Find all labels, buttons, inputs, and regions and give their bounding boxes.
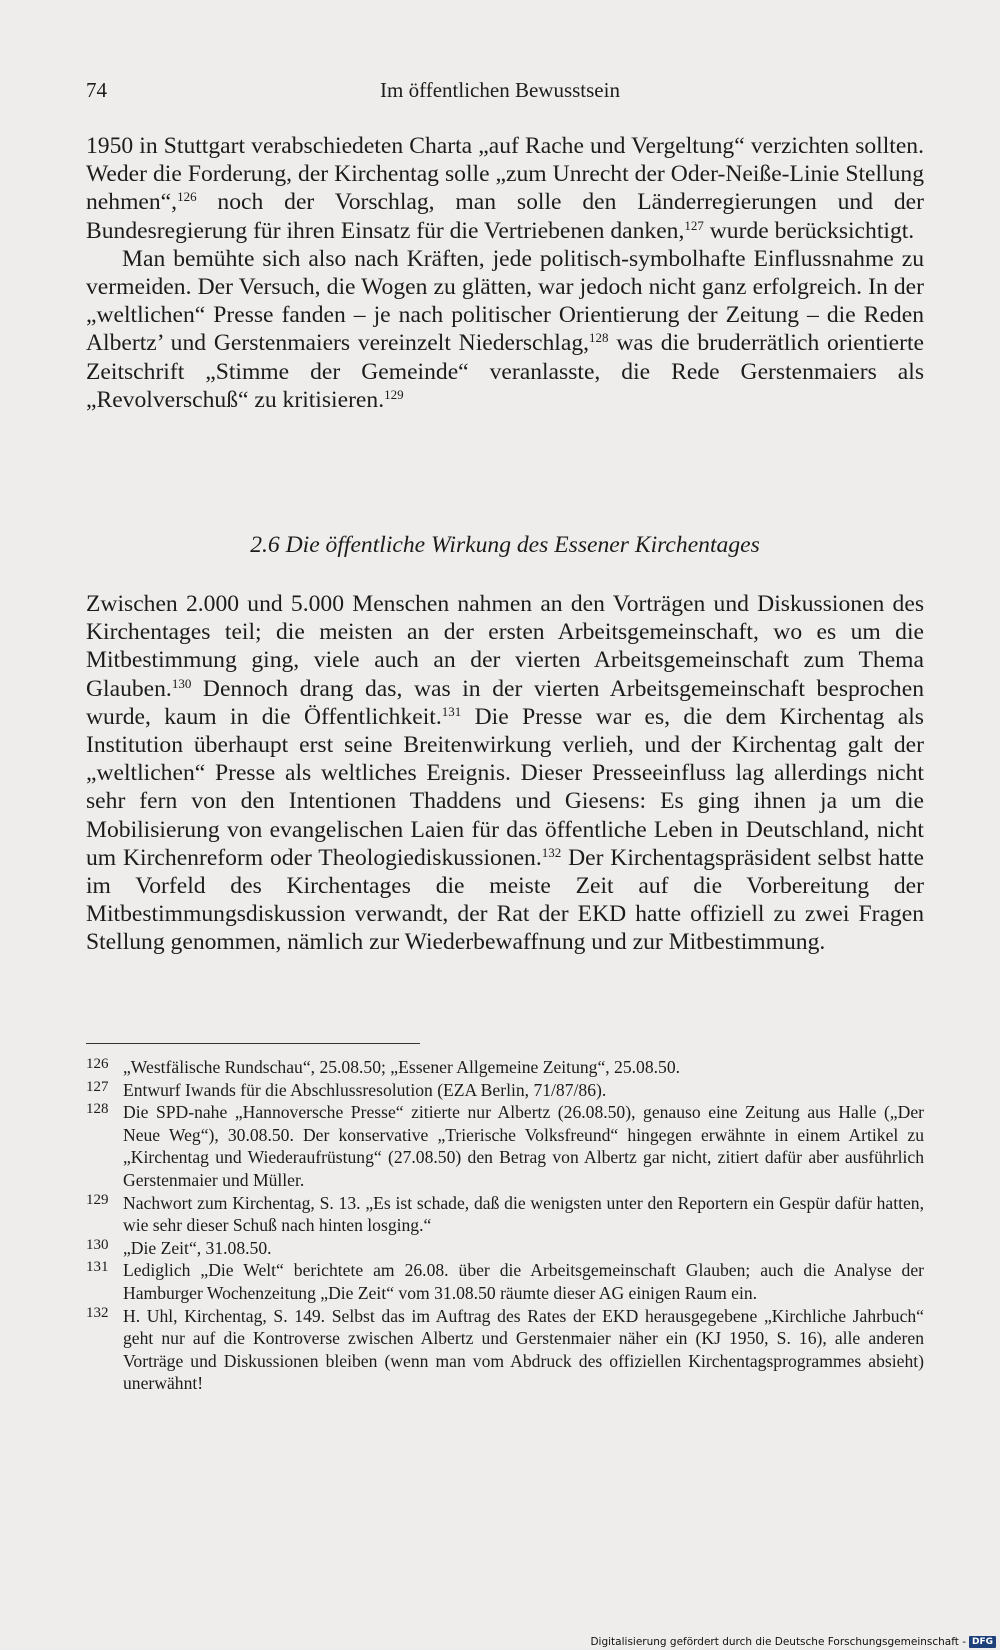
footnote-ref-127: 127 xyxy=(684,217,704,233)
footnote xyxy=(86,1237,924,1260)
footnote-divider xyxy=(86,1043,420,1044)
footnote-ref-132: 132 xyxy=(541,844,562,860)
footnote-number: 129 xyxy=(86,1191,109,1208)
footnote xyxy=(86,1192,924,1237)
digitization-credit xyxy=(590,1636,996,1648)
footnote xyxy=(86,1305,924,1395)
dfg-logo-icon: DFG xyxy=(969,1636,996,1648)
body-text-top xyxy=(86,132,924,414)
footnote-text: Lediglich „Die Welt“ berichtete am 26.08. über die Arbeitsgemeinschaft Glauben; auch die Analyse der Hamburger Wochenzeitung „Die Zeit“ vom 31.08.50 räumte dieser AG einigen Raum ein. xyxy=(123,1260,924,1303)
footnote-text: Nachwort zum Kirchentag, S. 13. „Es ist schade, daß die wenigsten unter den Reportern ein Gespür dafür hatten, wie sehr dieser Schuß nach hinten losging.“ xyxy=(123,1192,924,1236)
body-text-main xyxy=(86,590,924,957)
footnote-ref-131: 131 xyxy=(441,703,462,719)
footnote xyxy=(86,1101,924,1191)
footnote-number: 130 xyxy=(86,1236,109,1253)
footnote-number: 131 xyxy=(86,1259,109,1276)
footnote-text: Entwurf Iwands für die Abschlussresolution (EZA Berlin, 71/87/86). xyxy=(123,1079,607,1100)
page-number: 74 xyxy=(86,78,107,102)
footnote-text: H. Uhl, Kirchentag, S. 149. Selbst das im Auftrag des Rates der EKD herausgegebene „Kirchliche Jahrbuch“ geht nur auf die Kontroverse zwischen Albertz und Gerstenmaier näher ein (KJ 1950, S. 16), alle anderen Vorträge und Diskussionen bleiben (wenn man vom Abdruck des offiziellen Kirchentagsprogrammes absieht) unerwähnt! xyxy=(123,1305,924,1394)
footnote-text: Die SPD-nahe „Hannoversche Presse“ zitierte nur Albertz (26.08.50), genauso eine Zeitung aus Halle („Der Neue Weg“), 30.08.50. Der konservative „Trierische Volksfreund“ hingegen erwähnte in einem Artikel zu „Kirchentag und Wiederaufrüstung“ (27.08.50) den Betrag von Albertz gar nicht, zitiert dafür aber ausführlich Gerstenmaier und Müller. xyxy=(123,1102,924,1190)
footnote-ref-128: 128 xyxy=(589,330,609,346)
section-heading: 2.6 Die öffentliche Wirkung des Essener Kirchentages xyxy=(250,532,760,558)
footnote-number: 128 xyxy=(86,1101,109,1118)
footnote xyxy=(86,1056,924,1079)
footnote-number: 127 xyxy=(86,1078,109,1095)
running-title: Im öffentlichen Bewusstsein xyxy=(380,78,620,102)
credit-text: Digitalisierung gefördert durch die Deutsche Forschungsgemeinschaft - xyxy=(590,1636,966,1648)
footnote-ref-129: 129 xyxy=(384,386,404,402)
footnote-text: „Die Zeit“, 31.08.50. xyxy=(123,1237,272,1258)
footnote xyxy=(86,1079,924,1102)
running-head xyxy=(86,78,914,108)
footnote-ref-126: 126 xyxy=(177,189,197,205)
footnote-text: „Westfälische Rundschau“, 25.08.50; „Essener Allgemeine Zeitung“, 25.08.50. xyxy=(123,1057,681,1077)
paragraph-2: Man bemühte sich also nach Kräften, jede politisch-symbolhafte Einflussnahme zu vermeiden. Der Versuch, die Wogen zu glätten, war jedoch nicht ganz erfolgreich. In der „weltlichen“ Presse fanden – je nach politischer Orientierung der Zeitung – die Reden Albertz’ und Gerstenmaiers vereinzelt Niederschlag,$^{128}$ was die bruderrätlich orientierte Zeitschrift „Stimme der Gemeinde“ veranlasste, die Rede Gerstenmaiers als „Revolverschuß“ zu kritisieren.$^{129}$ xyxy=(86,245,924,413)
footnote-ref-130: 130 xyxy=(171,675,192,691)
footnotes xyxy=(86,1056,924,1395)
paragraph-1: 1950 in Stuttgart verabschiedeten Charta „auf Rache und Vergeltung“ verzichten sollten. Weder die Forderung, der Kirchentag solle „zum Unrecht der Oder-Neiße-Linie Stellung nehmen“,$^{126}$ noch der Vorschlag, man solle den Länderregierungen und der Bundesregierung für ihren Einsatz für die Vertriebenen danken,$^{127}$ wurde berücksichtigt. xyxy=(86,133,924,244)
footnote-number: 126 xyxy=(86,1056,109,1072)
paragraph-3: Zwischen 2.000 und 5.000 Menschen nahmen an den Vorträgen und Diskussionen des Kirchentages teil; die meisten an der ersten Arbeitsgemeinschaft, wo es um die Mitbestimmung ging, viele auch an der vierten Arbeitsgemeinschaft zum Thema Glauben.$^{130}$ Dennoch drang das, was in der vierten Arbeitsgemeinschaft besprochen wurde, kaum in die Öffentlichkeit.$^{131}$ Die Presse war es, die dem Kirchentag als Institution überhaupt erst seine Breitenwirkung verlieh, und der Kirchentag galt der „weltlichen“ Presse als weltliches Ereignis. Dieser Presseeinfluss lag allerdings nicht sehr fern von den Intentionen Thaddens und Giesens: Es ging ihnen ja um die Mobilisierung von evangelischen Laien für das öffentliche Leben in Deutschland, nicht um Kirchenreform oder Theologiediskussionen.$^{132}$ Der Kirchentagspräsident selbst hatte im Vorfeld des Kirchentages die meiste Zeit auf die Vorbereitung der Mitbestimmungsdiskussion verwandt, der Rat der EKD hatte offiziell zu zwei Fragen Stellung genommen, nämlich zur Wiederbewaffnung und zur Mitbestimmung. xyxy=(86,591,924,956)
footnote-number: 132 xyxy=(86,1304,109,1321)
footnote xyxy=(86,1259,924,1304)
